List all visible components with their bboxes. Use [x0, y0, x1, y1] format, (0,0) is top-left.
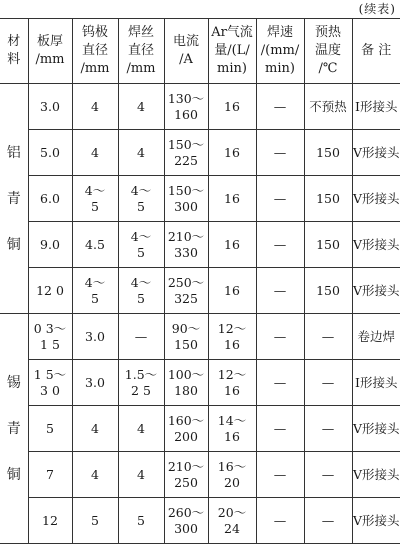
- thickness-cell: 12 0: [28, 268, 72, 314]
- header-remarks: 备 注: [352, 19, 400, 84]
- thickness-cell: 12: [28, 498, 72, 544]
- table-row: [0, 268, 400, 314]
- remarks-cell: V形接头: [352, 498, 400, 544]
- wire-diameter-cell: 1.5～ 2 5: [118, 360, 164, 406]
- argon-flow-cell: 20～ 24: [208, 498, 256, 544]
- table-row: [0, 130, 400, 176]
- preheat-cell: 150: [304, 176, 352, 222]
- preheat-cell: —: [304, 314, 352, 360]
- header-thickness: 板厚 /mm: [28, 19, 72, 84]
- current-cell: 210～ 250: [164, 452, 208, 498]
- welding-speed-cell: —: [256, 360, 304, 406]
- thickness-cell: 9.0: [28, 222, 72, 268]
- wire-diameter-cell: 4: [118, 452, 164, 498]
- tungsten-diameter-cell: 4～ 5: [72, 268, 118, 314]
- table-row: [0, 360, 400, 406]
- remarks-cell: I形接头: [352, 360, 400, 406]
- preheat-cell: —: [304, 452, 352, 498]
- argon-flow-cell: 12～ 16: [208, 360, 256, 406]
- welding-speed-cell: —: [256, 176, 304, 222]
- material-cell: 铝 青 铜: [0, 84, 28, 314]
- wire-diameter-cell: 4～ 5: [118, 222, 164, 268]
- preheat-cell: 不预热: [304, 84, 352, 130]
- header-row: [0, 19, 400, 84]
- header-tungsten-diameter: 钨极 直径 /mm: [72, 19, 118, 84]
- welding-speed-cell: —: [256, 222, 304, 268]
- thickness-cell: 5: [28, 406, 72, 452]
- welding-speed-cell: —: [256, 498, 304, 544]
- thickness-cell: 1 5～ 3 0: [28, 360, 72, 406]
- argon-flow-cell: 16: [208, 176, 256, 222]
- current-cell: 100～ 180: [164, 360, 208, 406]
- current-cell: 250～ 325: [164, 268, 208, 314]
- header-current: 电流 /A: [164, 19, 208, 84]
- preheat-cell: 150: [304, 222, 352, 268]
- current-cell: 210～ 330: [164, 222, 208, 268]
- header-welding-speed: 焊速 /(mm/ min): [256, 19, 304, 84]
- tungsten-diameter-cell: 4: [72, 130, 118, 176]
- header-material: 材 料: [0, 19, 28, 84]
- preheat-cell: —: [304, 406, 352, 452]
- current-cell: 150～ 225: [164, 130, 208, 176]
- wire-diameter-cell: 4: [118, 84, 164, 130]
- thickness-cell: 5.0: [28, 130, 72, 176]
- remarks-cell: 卷边焊: [352, 314, 400, 360]
- thickness-cell: 7: [28, 452, 72, 498]
- welding-speed-cell: —: [256, 314, 304, 360]
- remarks-cell: V形接头: [352, 452, 400, 498]
- table-row: [0, 176, 400, 222]
- argon-flow-cell: 16: [208, 130, 256, 176]
- table-row: [0, 222, 400, 268]
- table-row: [0, 314, 400, 360]
- argon-flow-cell: 16: [208, 222, 256, 268]
- material-cell: 锡 青 铜: [0, 314, 28, 544]
- remarks-cell: V形接头: [352, 176, 400, 222]
- preheat-cell: 150: [304, 130, 352, 176]
- argon-flow-cell: 16: [208, 84, 256, 130]
- current-cell: 160～ 200: [164, 406, 208, 452]
- tungsten-diameter-cell: 4: [72, 406, 118, 452]
- preheat-cell: 150: [304, 268, 352, 314]
- table-row: [0, 84, 400, 130]
- tungsten-diameter-cell: 5: [72, 498, 118, 544]
- header-argon-flow: Ar气流 量/(L/ min): [208, 19, 256, 84]
- continued-label: (续表): [358, 2, 396, 16]
- tungsten-diameter-cell: 3.0: [72, 360, 118, 406]
- tungsten-diameter-cell: 4～ 5: [72, 176, 118, 222]
- thickness-cell: 6.0: [28, 176, 72, 222]
- wire-diameter-cell: 4: [118, 406, 164, 452]
- argon-flow-cell: 16: [208, 268, 256, 314]
- welding-speed-cell: —: [256, 406, 304, 452]
- tungsten-diameter-cell: 3.0: [72, 314, 118, 360]
- tungsten-diameter-cell: 4: [72, 452, 118, 498]
- current-cell: 150～ 300: [164, 176, 208, 222]
- argon-flow-cell: 12～ 16: [208, 314, 256, 360]
- remarks-cell: V形接头: [352, 130, 400, 176]
- header-preheat: 预热 温度 /℃: [304, 19, 352, 84]
- wire-diameter-cell: 4～ 5: [118, 176, 164, 222]
- header-wire-diameter: 焊丝 直径 /mm: [118, 19, 164, 84]
- thickness-cell: 0 3～ 1 5: [28, 314, 72, 360]
- remarks-cell: V形接头: [352, 222, 400, 268]
- argon-flow-cell: 14～ 16: [208, 406, 256, 452]
- table-row: [0, 498, 400, 544]
- current-cell: 130～ 160: [164, 84, 208, 130]
- table-row: [0, 406, 400, 452]
- thickness-cell: 3.0: [28, 84, 72, 130]
- welding-parameters-table: [0, 18, 400, 544]
- remarks-cell: V形接头: [352, 268, 400, 314]
- remarks-cell: V形接头: [352, 406, 400, 452]
- welding-speed-cell: —: [256, 84, 304, 130]
- wire-diameter-cell: —: [118, 314, 164, 360]
- wire-diameter-cell: 5: [118, 498, 164, 544]
- welding-speed-cell: —: [256, 268, 304, 314]
- current-cell: 90～ 150: [164, 314, 208, 360]
- welding-speed-cell: —: [256, 452, 304, 498]
- tungsten-diameter-cell: 4: [72, 84, 118, 130]
- current-cell: 260～ 300: [164, 498, 208, 544]
- welding-speed-cell: —: [256, 130, 304, 176]
- table-row: [0, 452, 400, 498]
- preheat-cell: —: [304, 498, 352, 544]
- preheat-cell: —: [304, 360, 352, 406]
- remarks-cell: I形接头: [352, 84, 400, 130]
- tungsten-diameter-cell: 4.5: [72, 222, 118, 268]
- wire-diameter-cell: 4: [118, 130, 164, 176]
- argon-flow-cell: 16～ 20: [208, 452, 256, 498]
- wire-diameter-cell: 4～ 5: [118, 268, 164, 314]
